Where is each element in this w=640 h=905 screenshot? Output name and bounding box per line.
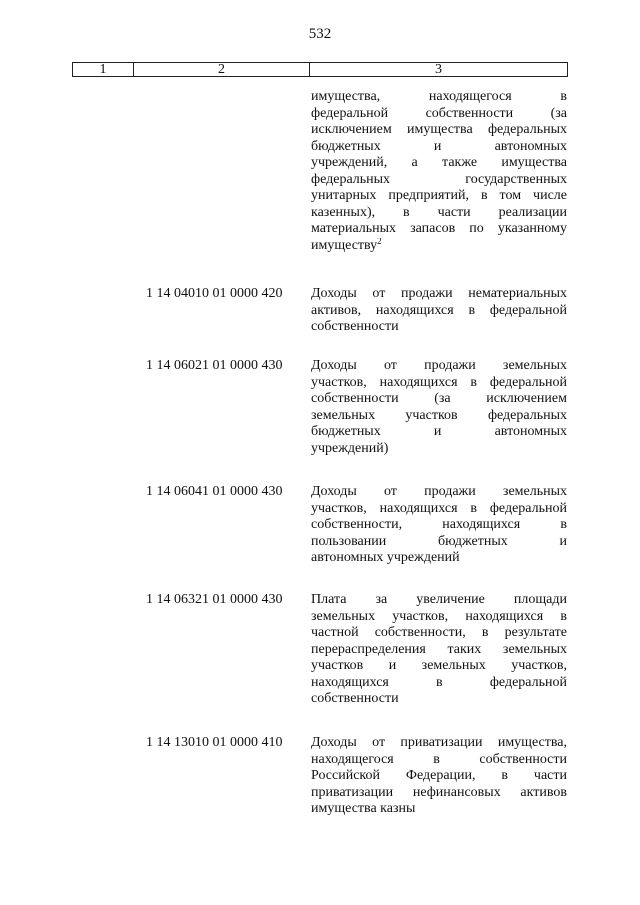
description-line: собственности [311, 319, 399, 334]
page-number: 532 [308, 26, 332, 42]
description-line: находящихся в федеральной [311, 674, 567, 690]
description-line: Российской Федерации, в части [311, 768, 567, 783]
description-line: бюджетных и автономных [311, 424, 567, 439]
income-description [311, 358, 567, 457]
income-description [311, 735, 567, 818]
description-line: учреждений, а также имущества [311, 155, 567, 170]
description-line: земельных участков, находящихся в [311, 608, 567, 624]
description-line: исключением имущества федеральных [311, 122, 567, 137]
budget-code: 1 14 04010 01 0000 420 [146, 286, 283, 301]
income-description [311, 592, 567, 708]
description-line: федеральных государственных [311, 171, 567, 187]
description-line: материальных запасов по указанному [311, 221, 567, 236]
income-description [311, 89, 567, 254]
description-line: Доходы от приватизации имущества, [311, 735, 567, 750]
description-line: собственности [311, 691, 399, 706]
description-line: учреждений) [311, 440, 389, 456]
description-line: участков, находящихся в федеральной [311, 500, 567, 516]
description-line: казенных), в части реализации [311, 204, 567, 220]
budget-code: 1 14 06321 01 0000 430 [146, 592, 283, 607]
description-line: приватизации нефинансовых активов [311, 784, 567, 800]
description-line: автономных учреждений [311, 550, 460, 565]
description-line: земельных участков федеральных [311, 407, 567, 423]
description-line: активов, находящихся в федеральной [311, 302, 567, 318]
footnote-marker: 2 [377, 237, 382, 246]
description-line: Доходы от продажи нематериальных [311, 286, 567, 301]
description-line-with-footnote [311, 238, 567, 255]
description-line: имуществу [311, 237, 378, 253]
description-line: Доходы от продажи земельных [311, 358, 567, 373]
description-line: Доходы от продажи земельных [311, 484, 567, 499]
income-description [311, 484, 567, 567]
description-line: собственности (за исключением [311, 391, 567, 406]
description-line: собственности, находящихся в [311, 517, 567, 532]
description-line: перераспределения таких земельных [311, 641, 567, 657]
description-line: участков, находящихся в федеральной [311, 374, 567, 390]
header-col-1: 1 [73, 63, 134, 76]
description-line: унитарных предприятий, в том числе [311, 188, 567, 203]
header-col-2: 2 [134, 63, 310, 76]
description-line: находящегося в собственности [311, 751, 567, 767]
description-line: имущества, находящегося в [311, 89, 567, 104]
description-line: пользовании бюджетных и [311, 533, 567, 549]
description-line: участков и земельных участков, [311, 658, 567, 673]
description-line: Плата за увеличение площади [311, 592, 567, 607]
budget-code: 1 14 13010 01 0000 410 [146, 735, 283, 750]
income-description [311, 286, 567, 336]
description-line: частной собственности, в результате [311, 625, 567, 640]
description-line: имущества казны [311, 801, 416, 816]
table-header [72, 62, 568, 77]
budget-code: 1 14 06021 01 0000 430 [146, 358, 283, 373]
description-line: федеральной собственности (за [311, 105, 567, 121]
budget-code: 1 14 06041 01 0000 430 [146, 484, 283, 499]
header-col-3: 3 [435, 62, 442, 77]
description-line: бюджетных и автономных [311, 138, 567, 154]
